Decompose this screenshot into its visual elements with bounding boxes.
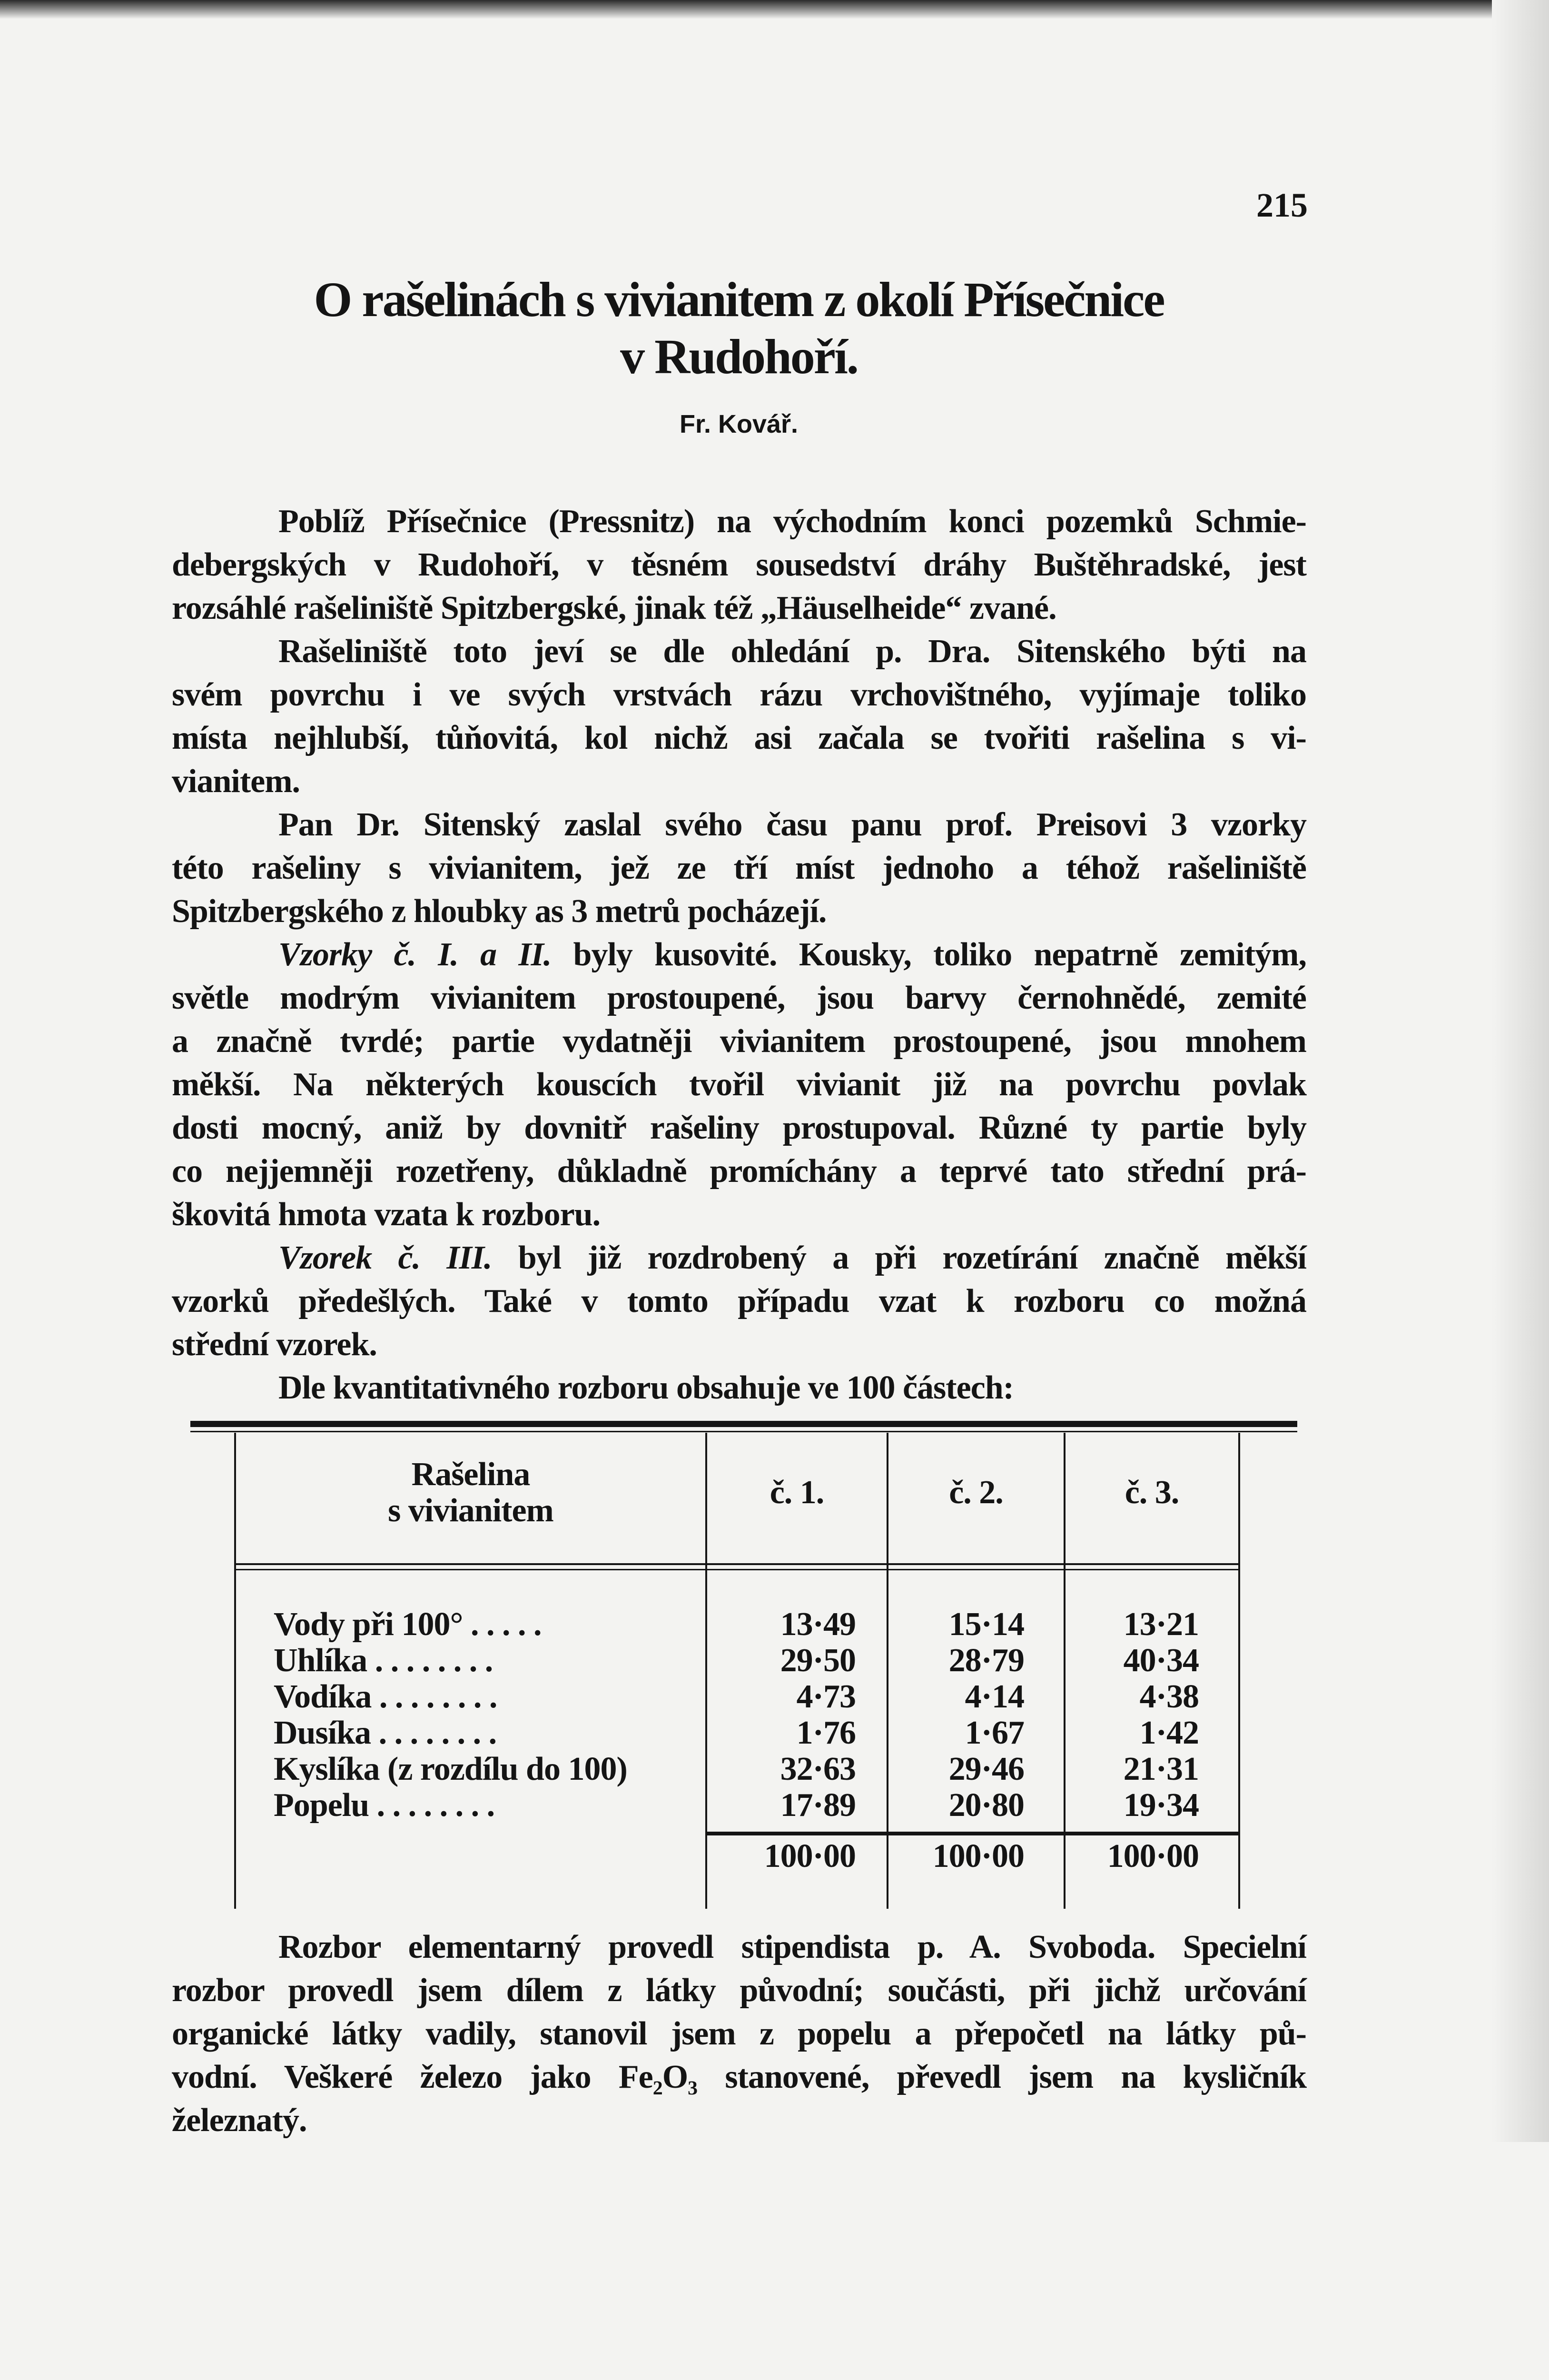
cell: 28·79 bbox=[948, 1642, 1024, 1679]
text-line: dosti mocný, aniž by dovnitř rašeliny prostupoval. Různé ty partie byly bbox=[172, 1110, 1306, 1146]
text-line: místa nejhlubší, tůňovitá, kol nichž asi začala se tvořiti rašelina s vi- bbox=[172, 720, 1306, 756]
cell: 29·50 bbox=[780, 1642, 856, 1679]
header-label-line: Rašelina bbox=[411, 1456, 530, 1493]
col-1-values bbox=[707, 1606, 856, 1824]
text-line: a značně tvrdé; partie vydatněji vivianitem prostoupené, jsou mnohem bbox=[172, 1023, 1306, 1060]
total-col-1: 100·00 bbox=[764, 1838, 856, 1874]
cell: 4·73 bbox=[796, 1678, 856, 1715]
col-2-values bbox=[888, 1606, 1024, 1824]
sum-rule bbox=[707, 1832, 1238, 1835]
text-line: Rozbor elementarný provedl stipendista p. A. Svoboda. Specielní bbox=[278, 1929, 1306, 1965]
text-line: vodní. Veškeré železo jako Fe₂O₃ stanovené, převedl jsem na kysličník bbox=[172, 2059, 1306, 2095]
text-line: Rašeliniště toto jeví se dle ohledání p. Dra. Sitenského býti na bbox=[278, 633, 1306, 670]
text-line: Pan Dr. Sitenský zaslal svého času panu prof. Preisovi 3 vzorky bbox=[278, 806, 1306, 843]
text-span: byly kusovité. Kousky, toliko nepatrně zemitým, bbox=[551, 936, 1306, 973]
italic-lead: Vzorky č. I. a II. bbox=[278, 936, 552, 973]
text-line: železnatý. bbox=[172, 2102, 307, 2139]
text-line: vzorků předešlých. Také v tomto případu vzat k rozboru co možná bbox=[172, 1283, 1306, 1319]
scan-edge-right bbox=[1492, 0, 1549, 2142]
text-line: Dle kvantitativného rozboru obsahuje ve 100 částech: bbox=[278, 1369, 1014, 1406]
cell: 29·46 bbox=[948, 1751, 1024, 1787]
row-label: Dusíka . . . . . . . . bbox=[274, 1715, 497, 1751]
row-label: Popelu . . . . . . . . bbox=[274, 1787, 495, 1824]
text-line: organické látky vadily, stanovil jsem z popelu a přepočetl na látky pů- bbox=[172, 2015, 1306, 2052]
italic-lead: Vzorek č. III. bbox=[278, 1240, 492, 1276]
cell: 1·67 bbox=[965, 1715, 1024, 1751]
header-label-line: s vivianitem bbox=[388, 1492, 553, 1529]
cell: 20·80 bbox=[948, 1787, 1024, 1824]
article-title-line-2: v Rudohoří. bbox=[620, 329, 858, 384]
table-top-rule bbox=[190, 1421, 1297, 1427]
cell: 13·49 bbox=[780, 1606, 856, 1643]
row-label: Vody při 100° . . . . . bbox=[274, 1606, 542, 1643]
text-line: rozsáhlé rašeliniště Spitzbergské, jinak též „Häuselheide“ zvané. bbox=[172, 590, 1056, 626]
table-top-rule-thin bbox=[190, 1431, 1297, 1432]
row-label: Uhlíka . . . . . . . . bbox=[274, 1642, 493, 1679]
total-col-2: 100·00 bbox=[932, 1838, 1024, 1874]
header-col-1: č. 1. bbox=[770, 1474, 824, 1511]
article-title-line-1: O rašelinách s vivianitem z okolí Přísečnice bbox=[314, 272, 1164, 327]
table-header-rule bbox=[236, 1563, 1238, 1565]
total-col-3: 100·00 bbox=[1107, 1838, 1199, 1874]
cell: 4·38 bbox=[1139, 1678, 1199, 1715]
text-line: střední vzorek. bbox=[172, 1326, 377, 1363]
header-label bbox=[236, 1457, 705, 1529]
text-line: světle modrým vivianitem prostoupené, jsou barvy černohnědé, zemité bbox=[172, 980, 1306, 1016]
text-line bbox=[172, 1236, 1306, 1279]
table-col-line bbox=[1238, 1433, 1240, 1909]
header-col-2: č. 2. bbox=[949, 1474, 1003, 1511]
text-line: svém povrchu i ve svých vrstvách rázu vrchovištného, vyjímaje toliko bbox=[172, 676, 1306, 713]
text-line: rozbor provedl jsem dílem z látky původní; součásti, při jichž určování bbox=[172, 1972, 1306, 2009]
cell: 4·14 bbox=[965, 1678, 1024, 1715]
page-number: 215 bbox=[1256, 186, 1308, 224]
text-line: Spitzbergského z hloubky as 3 metrů pocházejí. bbox=[172, 893, 827, 930]
col-3-values bbox=[1066, 1606, 1199, 1824]
author: Fr. Kovář. bbox=[679, 410, 799, 438]
scan-edge-top bbox=[0, 0, 1549, 19]
text-line bbox=[172, 933, 1306, 976]
paragraph-location bbox=[172, 500, 1306, 1409]
text-line: co nejjemněji rozetřeny, důkladně promíchány a teprvé tato střední prá- bbox=[172, 1153, 1306, 1190]
cell: 19·34 bbox=[1123, 1787, 1199, 1824]
row-label: Kyslíka (z rozdílu do 100) bbox=[274, 1751, 627, 1787]
cell: 21·31 bbox=[1123, 1751, 1199, 1787]
table-header-rule-thin bbox=[236, 1569, 1238, 1570]
cell: 17·89 bbox=[780, 1787, 856, 1824]
row-labels bbox=[274, 1606, 702, 1824]
cell: 40·34 bbox=[1123, 1642, 1199, 1679]
cell: 13·21 bbox=[1123, 1606, 1199, 1643]
text-line: škovitá hmota vzata k rozboru. bbox=[172, 1196, 601, 1233]
header-col-3: č. 3. bbox=[1125, 1474, 1179, 1511]
text-line: této rašeliny s vivianitem, jež ze tří míst jednoho a téhož rašeliniště bbox=[172, 850, 1306, 886]
cell: 1·42 bbox=[1139, 1715, 1199, 1751]
text-line: Poblíž Přísečnice (Pressnitz) na východním konci pozemků Schmie- bbox=[278, 503, 1306, 540]
cell: 32·63 bbox=[780, 1751, 856, 1787]
text-line: měkší. Na některých kouscích tvořil vivianit již na povrchu povlak bbox=[172, 1066, 1306, 1103]
paragraph-methods bbox=[172, 1925, 1306, 2142]
text-span: byl již rozdrobený a při rozetírání značně měkší bbox=[492, 1240, 1306, 1276]
row-label: Vodíka . . . . . . . . bbox=[274, 1678, 497, 1715]
cell: 1·76 bbox=[796, 1715, 856, 1751]
text-line: vianitem. bbox=[172, 763, 300, 800]
cell: 15·14 bbox=[948, 1606, 1024, 1643]
text-line: debergských v Rudohoří, v těsném sousedství dráhy Buštěhradské, jest bbox=[172, 546, 1306, 583]
